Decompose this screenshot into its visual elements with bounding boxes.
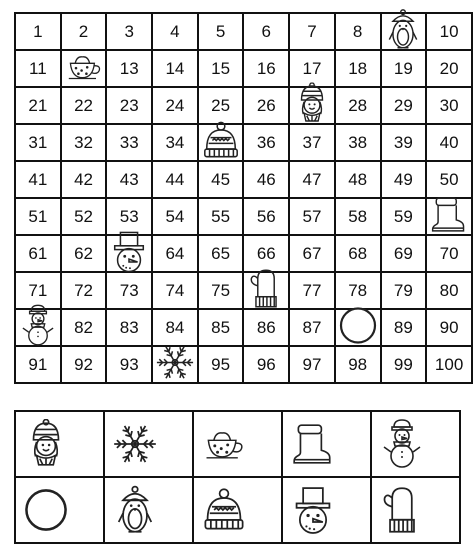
chart-cell-number <box>61 198 107 235</box>
cell-number: 56 <box>256 206 276 226</box>
chart-cell-number <box>335 161 381 198</box>
cell-number: 20 <box>439 58 459 78</box>
chart-cell-number <box>106 13 152 50</box>
cell-number: 22 <box>74 95 93 115</box>
mitten-icon <box>379 485 425 535</box>
cell-number: 83 <box>119 317 139 337</box>
chart-cell-number <box>152 50 198 87</box>
cell-number: 37 <box>302 132 322 152</box>
cell-number: 71 <box>28 280 48 300</box>
snowball-icon <box>23 485 69 535</box>
penguin-icon <box>112 485 158 535</box>
chart-row <box>15 346 472 383</box>
cell-number: 16 <box>256 58 276 78</box>
chart-cell-picture <box>15 309 61 346</box>
chart-cell-number <box>335 87 381 124</box>
chart-cell-number <box>106 346 152 383</box>
cell-number: 53 <box>119 206 139 226</box>
cell-number: 6 <box>261 21 272 41</box>
chart-cell-number <box>289 198 335 235</box>
key-cell <box>282 411 371 477</box>
snowflake-icon <box>155 341 195 388</box>
chart-cell-number <box>335 13 381 50</box>
cell-number: 5 <box>215 21 226 41</box>
key-cell <box>104 477 193 543</box>
chart-cell-number <box>243 309 289 346</box>
cell-number: 68 <box>348 243 368 263</box>
cell-number: 2 <box>78 21 89 41</box>
cell-number: 43 <box>119 169 139 189</box>
cell-number: 98 <box>348 354 368 374</box>
cell-number: 7 <box>307 21 317 41</box>
key-cell <box>104 411 193 477</box>
cell-number: 3 <box>124 21 134 41</box>
snowman-head-icon <box>109 230 149 277</box>
girl-in-hat-icon <box>23 419 69 469</box>
chart-cell-number <box>61 346 107 383</box>
cell-number: 66 <box>256 243 276 263</box>
chart-cell-number <box>152 13 198 50</box>
cell-number: 90 <box>439 317 459 337</box>
snowball-icon <box>338 304 378 351</box>
chart-cell-number <box>61 235 107 272</box>
penguin-icon <box>383 8 423 55</box>
chart-cell-number <box>426 13 472 50</box>
cell-number: 80 <box>439 280 459 300</box>
chart-cell-number <box>61 309 107 346</box>
chart-cell-number <box>335 50 381 87</box>
chart-cell-number <box>152 87 198 124</box>
cell-number: 78 <box>348 280 368 300</box>
cell-number: 95 <box>211 354 231 374</box>
winter-hat-icon <box>201 485 247 535</box>
chart-cell-number <box>106 87 152 124</box>
chart-cell-number <box>61 272 107 309</box>
cell-number: 33 <box>119 132 139 152</box>
chart-row <box>15 198 472 235</box>
cell-number: 67 <box>302 243 322 263</box>
chart-cell-number <box>426 87 472 124</box>
chart-cell-number <box>381 235 427 272</box>
cell-number: 62 <box>74 243 93 263</box>
cell-number: 54 <box>165 206 185 226</box>
cell-number: 25 <box>211 95 231 115</box>
cell-number: 38 <box>348 132 368 152</box>
chart-cell-number <box>198 272 244 309</box>
chart-cell-number <box>198 198 244 235</box>
chart-cell-number <box>289 124 335 161</box>
chart-cell-number <box>61 161 107 198</box>
key-cell <box>15 411 104 477</box>
chart-cell-number <box>15 124 61 161</box>
cell-number: 58 <box>348 206 368 226</box>
chart-cell-number <box>381 161 427 198</box>
chart-cell-number <box>289 272 335 309</box>
chart-cell-number <box>198 50 244 87</box>
boot-icon <box>290 419 336 469</box>
chart-cell-number <box>15 198 61 235</box>
cell-number: 30 <box>439 95 459 115</box>
cell-number: 61 <box>28 243 48 263</box>
chart-cell-picture <box>335 309 381 346</box>
chart-cell-number <box>335 124 381 161</box>
mitten-icon <box>246 267 286 314</box>
chart-row <box>15 50 472 87</box>
chart-row <box>15 124 472 161</box>
cell-number: 82 <box>74 317 93 337</box>
cell-number: 75 <box>211 280 231 300</box>
cell-number: 45 <box>211 169 231 189</box>
chart-cell-picture <box>243 272 289 309</box>
chart-cell-picture <box>106 235 152 272</box>
chart-cell-number <box>289 13 335 50</box>
cell-number: 96 <box>256 354 276 374</box>
chart-cell-picture <box>198 124 244 161</box>
chart-cell-number <box>289 346 335 383</box>
chart-cell-number <box>152 272 198 309</box>
chart-cell-number <box>106 309 152 346</box>
chart-cell-number <box>335 346 381 383</box>
cell-number: 72 <box>74 280 93 300</box>
cell-number: 50 <box>439 169 459 189</box>
cell-number: 73 <box>119 280 139 300</box>
chart-cell-number <box>198 13 244 50</box>
cell-number: 59 <box>393 206 413 226</box>
chart-cell-number <box>289 235 335 272</box>
cell-number: 24 <box>165 95 185 115</box>
chart-cell-number <box>381 309 427 346</box>
chart-cell-number <box>243 161 289 198</box>
chart-cell-number <box>381 124 427 161</box>
chart-cell-number <box>426 272 472 309</box>
chart-cell-number <box>381 272 427 309</box>
cell-number: 57 <box>302 206 322 226</box>
cell-number: 41 <box>28 169 48 189</box>
chart-cell-number <box>106 50 152 87</box>
chart-cell-number <box>61 124 107 161</box>
cell-number: 84 <box>165 317 185 337</box>
boot-icon <box>429 193 469 240</box>
chart-cell-number <box>335 198 381 235</box>
cell-number: 65 <box>211 243 231 263</box>
chart-cell-number <box>198 309 244 346</box>
cell-number: 1 <box>33 21 43 41</box>
key-cell <box>282 477 371 543</box>
cell-number: 28 <box>348 95 368 115</box>
cell-number: 21 <box>28 95 48 115</box>
cell-number: 46 <box>256 169 276 189</box>
cell-number: 4 <box>170 21 180 41</box>
cell-number: 48 <box>348 169 368 189</box>
chart-cell-number <box>243 346 289 383</box>
cell-number: 42 <box>74 169 93 189</box>
cell-number: 15 <box>211 58 231 78</box>
chart-cell-picture <box>152 346 198 383</box>
snowflake-icon <box>112 419 158 469</box>
cell-number: 36 <box>256 132 276 152</box>
snowman-icon <box>18 304 58 351</box>
chart-cell-number <box>381 198 427 235</box>
chart-cell-number <box>426 309 472 346</box>
cell-number: 70 <box>439 243 459 263</box>
cell-number: 47 <box>302 169 322 189</box>
cell-number: 77 <box>302 280 322 300</box>
chart-cell-number <box>198 346 244 383</box>
chart-cell-number <box>106 272 152 309</box>
chart-cell-number <box>198 235 244 272</box>
chart-cell-number <box>15 87 61 124</box>
cell-number: 87 <box>302 317 322 337</box>
cell-number: 14 <box>165 58 185 78</box>
chart-cell-number <box>15 346 61 383</box>
winter-hat-icon <box>201 119 241 166</box>
chart-cell-number <box>381 50 427 87</box>
chart-cell-number <box>198 161 244 198</box>
chart-cell-number <box>289 161 335 198</box>
cell-number: 74 <box>165 280 185 300</box>
cell-number: 23 <box>119 95 139 115</box>
cell-number: 92 <box>74 354 93 374</box>
chart-row <box>15 235 472 272</box>
cell-number: 44 <box>165 169 185 189</box>
key-cell <box>371 411 460 477</box>
chart-cell-number <box>243 87 289 124</box>
chart-cell-number <box>426 50 472 87</box>
chart-cell-number <box>15 13 61 50</box>
chart-cell-number <box>243 124 289 161</box>
snowman-head-icon <box>290 485 336 535</box>
cell-number: 85 <box>211 317 231 337</box>
cell-number: 64 <box>165 243 185 263</box>
chart-cell-number <box>426 346 472 383</box>
cell-number: 52 <box>74 206 93 226</box>
chart-cell-picture <box>426 198 472 235</box>
chart-cell-number <box>15 235 61 272</box>
cell-number: 32 <box>74 132 93 152</box>
chart-cell-number <box>106 124 152 161</box>
cell-number: 91 <box>28 354 48 374</box>
cell-number: 97 <box>302 354 322 374</box>
key-row <box>15 411 460 477</box>
cell-number: 8 <box>352 21 363 41</box>
cell-number: 10 <box>439 21 459 41</box>
chart-cell-picture <box>289 87 335 124</box>
chart-cell-number <box>152 198 198 235</box>
chart-cell-number <box>289 309 335 346</box>
hot-cocoa-icon <box>201 419 247 469</box>
cell-number: 79 <box>393 280 413 300</box>
cell-number: 93 <box>119 354 139 374</box>
chart-cell-number <box>152 161 198 198</box>
cell-number: 39 <box>393 132 413 152</box>
cell-number: 100 <box>434 354 464 374</box>
cell-number: 55 <box>211 206 231 226</box>
cell-number: 69 <box>393 243 413 263</box>
chart-cell-number <box>381 87 427 124</box>
cell-number: 13 <box>119 58 139 78</box>
picture-key <box>14 410 461 544</box>
chart-row <box>15 161 472 198</box>
chart-cell-number <box>61 87 107 124</box>
cell-number: 11 <box>29 58 47 78</box>
chart-cell-number <box>15 161 61 198</box>
cell-number: 86 <box>256 317 276 337</box>
cell-number: 31 <box>28 132 48 152</box>
cell-number: 29 <box>393 95 413 115</box>
chart-cell-number <box>243 13 289 50</box>
cell-number: 49 <box>393 169 413 189</box>
cell-number: 17 <box>302 58 322 78</box>
chart-cell-number <box>243 198 289 235</box>
cell-number: 34 <box>165 132 185 152</box>
chart-cell-number <box>152 235 198 272</box>
chart-cell-picture <box>381 13 427 50</box>
chart-cell-number <box>152 124 198 161</box>
key-cell <box>193 477 282 543</box>
chart-cell-number <box>335 235 381 272</box>
chart-cell-number <box>426 235 472 272</box>
key-cell <box>15 477 104 543</box>
hot-cocoa-icon <box>64 45 104 92</box>
cell-number: 51 <box>28 206 48 226</box>
key-cell <box>371 477 460 543</box>
girl-in-hat-icon <box>292 82 332 129</box>
cell-number: 99 <box>393 354 413 374</box>
cell-number: 19 <box>393 58 413 78</box>
chart-row <box>15 87 472 124</box>
cell-number: 18 <box>348 58 368 78</box>
chart-cell-number <box>426 124 472 161</box>
cell-number: 40 <box>439 132 459 152</box>
chart-cell-number <box>15 50 61 87</box>
snowman-icon <box>379 419 425 469</box>
chart-row <box>15 309 472 346</box>
chart-row <box>15 272 472 309</box>
cell-number: 26 <box>256 95 276 115</box>
key-row <box>15 477 460 543</box>
cell-number: 89 <box>393 317 413 337</box>
chart-cell-number <box>381 346 427 383</box>
chart-cell-number <box>106 161 152 198</box>
chart-cell-picture <box>61 50 107 87</box>
chart-cell-number <box>243 50 289 87</box>
key-cell <box>193 411 282 477</box>
hundred-chart <box>14 12 473 384</box>
